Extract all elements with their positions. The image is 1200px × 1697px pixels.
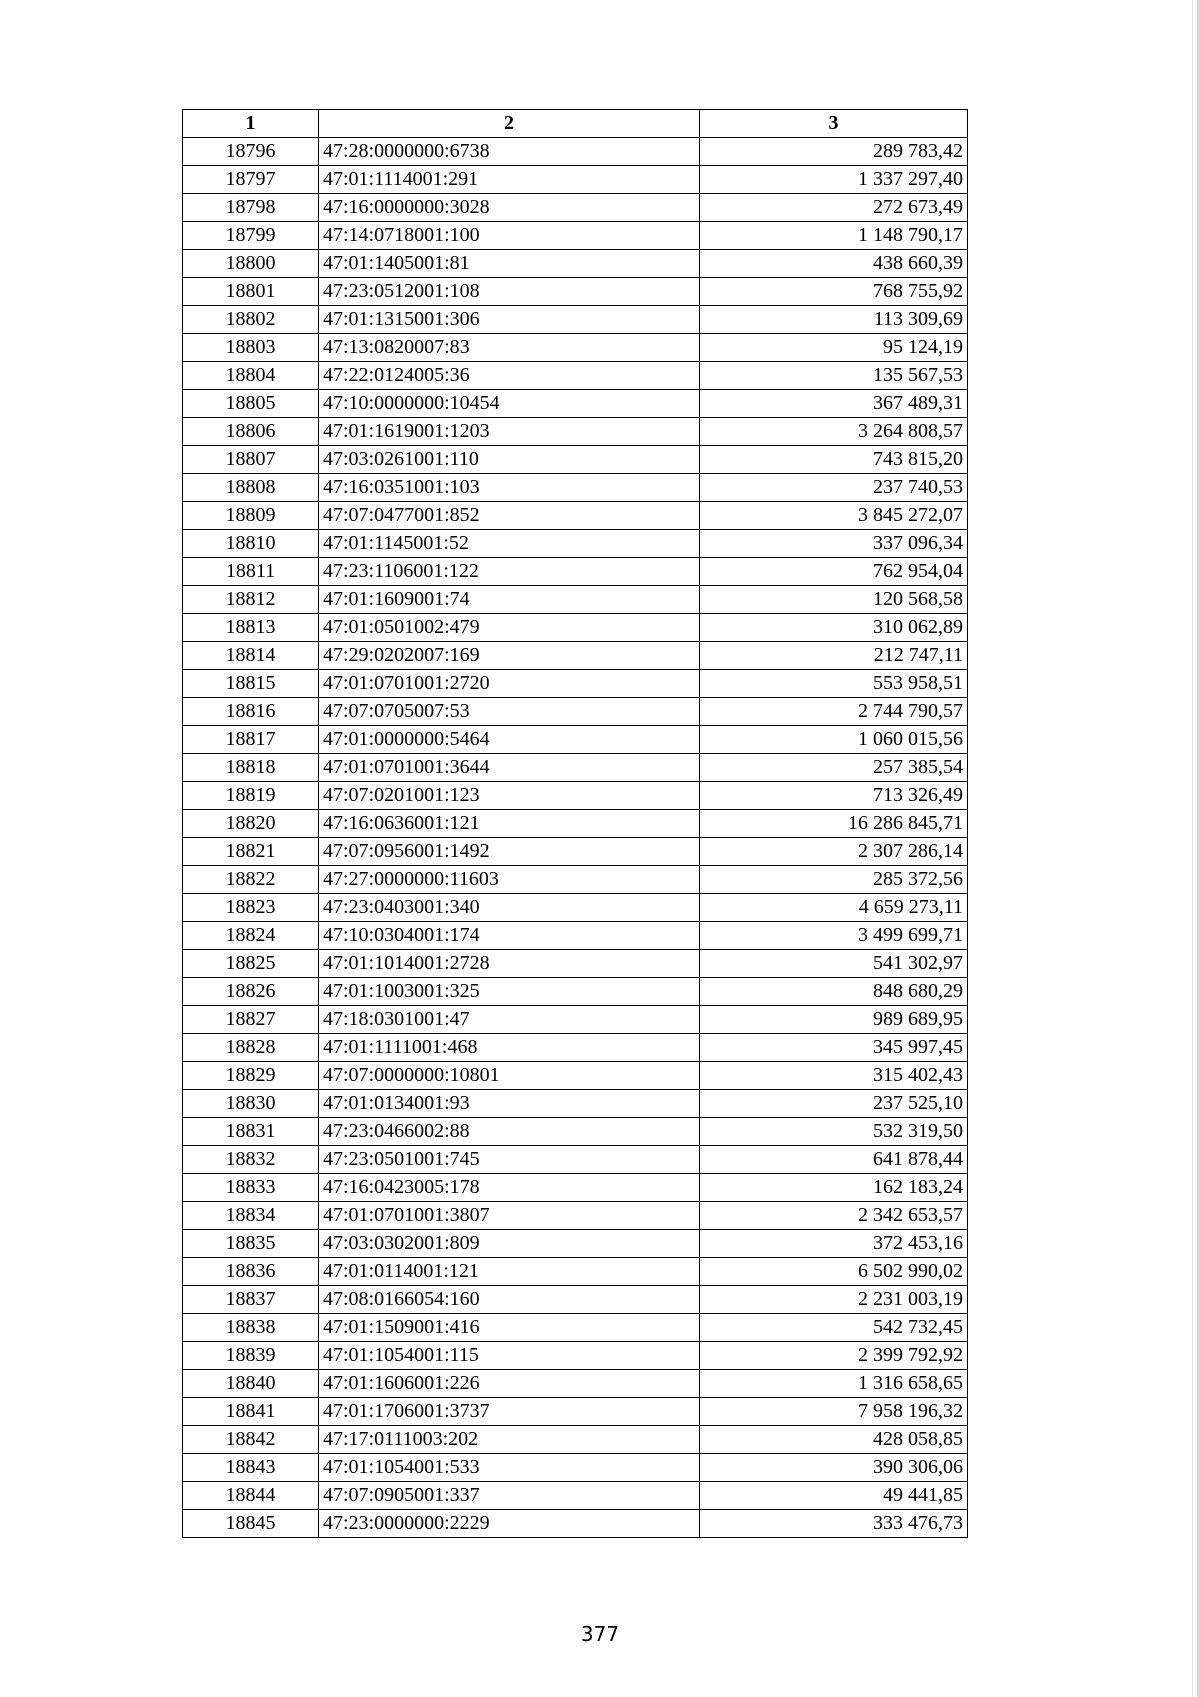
table-cell: 47:22:0124005:36 [319,362,700,390]
table-cell: 47:01:0701001:3807 [319,1202,700,1230]
table-row [183,502,968,530]
table-cell: 47:01:0701001:3644 [319,754,700,782]
table-header-row [183,110,968,138]
table-cell: 428 058,85 [700,1426,968,1454]
table-cell: 18830 [183,1090,319,1118]
table-row [183,1342,968,1370]
table-cell: 2 231 003,19 [700,1286,968,1314]
table-cell: 47:01:1509001:416 [319,1314,700,1342]
table-row [183,866,968,894]
table-row [183,1426,968,1454]
table-row [183,1062,968,1090]
table-cell: 18823 [183,894,319,922]
table-row [183,334,968,362]
table-cell: 1 060 015,56 [700,726,968,754]
table-cell: 47:01:1315001:306 [319,306,700,334]
table-cell: 47:03:0302001:809 [319,1230,700,1258]
table-row [183,1090,968,1118]
table-cell: 289 783,42 [700,138,968,166]
table-cell: 47:14:0718001:100 [319,222,700,250]
table-cell: 18839 [183,1342,319,1370]
table-cell: 47:07:0477001:852 [319,502,700,530]
table-row [183,474,968,502]
table-cell: 18832 [183,1146,319,1174]
table-cell: 47:01:1054001:115 [319,1342,700,1370]
table-cell: 47:01:1619001:1203 [319,418,700,446]
table-cell: 367 489,31 [700,390,968,418]
table-cell: 47:07:0956001:1492 [319,838,700,866]
table-row [183,250,968,278]
table-cell: 18803 [183,334,319,362]
table-cell: 47:17:0111003:202 [319,1426,700,1454]
table-cell: 6 502 990,02 [700,1258,968,1286]
table-cell: 18810 [183,530,319,558]
table-cell: 18831 [183,1118,319,1146]
table-cell: 47:01:1609001:74 [319,586,700,614]
table-cell: 47:16:0423005:178 [319,1174,700,1202]
table-cell: 47:07:0705007:53 [319,698,700,726]
table-cell: 47:01:1405001:81 [319,250,700,278]
table-cell: 18807 [183,446,319,474]
table-cell: 47:01:0000000:5464 [319,726,700,754]
table-cell: 18814 [183,642,319,670]
table-cell: 18801 [183,278,319,306]
table-cell: 3 264 808,57 [700,418,968,446]
table-cell: 989 689,95 [700,1006,968,1034]
table-row [183,1370,968,1398]
table-cell: 47:27:0000000:11603 [319,866,700,894]
table-cell: 47:23:0512001:108 [319,278,700,306]
table-cell: 47:01:1114001:291 [319,166,700,194]
table-cell: 285 372,56 [700,866,968,894]
column-header: 3 [700,110,968,138]
table-cell: 47:01:1606001:226 [319,1370,700,1398]
table-cell: 18821 [183,838,319,866]
table-row [183,558,968,586]
table-cell: 47:01:1054001:533 [319,1454,700,1482]
table-cell: 18842 [183,1426,319,1454]
table-row [183,586,968,614]
table-row [183,1230,968,1258]
table-row [183,306,968,334]
table-cell: 4 659 273,11 [700,894,968,922]
table-cell: 18829 [183,1062,319,1090]
table-row [183,390,968,418]
table-row [183,1202,968,1230]
table-cell: 47:01:0701001:2720 [319,670,700,698]
table-cell: 18833 [183,1174,319,1202]
table-cell: 18818 [183,754,319,782]
table-cell: 18843 [183,1454,319,1482]
table-cell: 18827 [183,1006,319,1034]
table-cell: 762 954,04 [700,558,968,586]
table-cell: 310 062,89 [700,614,968,642]
table-cell: 18836 [183,1258,319,1286]
table-row [183,698,968,726]
table-row [183,1258,968,1286]
table-cell: 47:01:0114001:121 [319,1258,700,1286]
table-row [183,978,968,1006]
table-cell: 47:01:0134001:93 [319,1090,700,1118]
table-cell: 3 845 272,07 [700,502,968,530]
table-cell: 47:01:0501002:479 [319,614,700,642]
table-cell: 18844 [183,1482,319,1510]
table-row [183,194,968,222]
table-cell: 47:23:1106001:122 [319,558,700,586]
table-cell: 47:08:0166054:160 [319,1286,700,1314]
table-cell: 47:23:0466002:88 [319,1118,700,1146]
table-cell: 18819 [183,782,319,810]
table-cell: 532 319,50 [700,1118,968,1146]
table-cell: 162 183,24 [700,1174,968,1202]
table-row [183,1006,968,1034]
table-cell: 18840 [183,1370,319,1398]
table-cell: 212 747,11 [700,642,968,670]
table-cell: 553 958,51 [700,670,968,698]
table-row [183,138,968,166]
table-row [183,754,968,782]
table-cell: 113 309,69 [700,306,968,334]
table-cell: 372 453,16 [700,1230,968,1258]
table-row [183,530,968,558]
table-row [183,782,968,810]
column-header: 1 [183,110,319,138]
table-cell: 18811 [183,558,319,586]
table-cell: 272 673,49 [700,194,968,222]
page-number: 377 [580,1622,620,1646]
table-row [183,362,968,390]
table-cell: 713 326,49 [700,782,968,810]
table-row [183,1454,968,1482]
table-cell: 49 441,85 [700,1482,968,1510]
table-cell: 18824 [183,922,319,950]
table-cell: 333 476,73 [700,1510,968,1538]
table-row [183,1482,968,1510]
table-cell: 16 286 845,71 [700,810,968,838]
table-cell: 2 307 286,14 [700,838,968,866]
table-row [183,1398,968,1426]
table-cell: 2 399 792,92 [700,1342,968,1370]
table-cell: 18797 [183,166,319,194]
table-cell: 47:16:0636001:121 [319,810,700,838]
table-row [183,1510,968,1538]
table-cell: 237 740,53 [700,474,968,502]
table-cell: 541 302,97 [700,950,968,978]
table-cell: 47:23:0501001:745 [319,1146,700,1174]
table-cell: 18841 [183,1398,319,1426]
table-row [183,670,968,698]
table-cell: 47:03:0261001:110 [319,446,700,474]
table-cell: 95 124,19 [700,334,968,362]
table-cell: 18837 [183,1286,319,1314]
table-cell: 768 755,92 [700,278,968,306]
table-cell: 47:16:0351001:103 [319,474,700,502]
table-cell: 18799 [183,222,319,250]
table-cell: 18800 [183,250,319,278]
table-cell: 120 568,58 [700,586,968,614]
table-cell: 18845 [183,1510,319,1538]
table-cell: 18805 [183,390,319,418]
table-cell: 18809 [183,502,319,530]
table-cell: 47:07:0201001:123 [319,782,700,810]
table-row [183,726,968,754]
table-cell: 18813 [183,614,319,642]
table-cell: 18820 [183,810,319,838]
table-cell: 18812 [183,586,319,614]
table-row [183,166,968,194]
table-cell: 47:10:0000000:10454 [319,390,700,418]
column-header: 2 [319,110,700,138]
table-cell: 390 306,06 [700,1454,968,1482]
table-cell: 7 958 196,32 [700,1398,968,1426]
table-cell: 47:18:0301001:47 [319,1006,700,1034]
table-body [183,138,968,1538]
table-row [183,838,968,866]
table-cell: 135 567,53 [700,362,968,390]
table-cell: 18828 [183,1034,319,1062]
table-row [183,222,968,250]
table-cell: 18838 [183,1314,319,1342]
data-table [182,109,968,1538]
table-cell: 47:28:0000000:6738 [319,138,700,166]
table-cell: 47:01:1014001:2728 [319,950,700,978]
table-cell: 18808 [183,474,319,502]
table-cell: 47:23:0000000:2229 [319,1510,700,1538]
table-cell: 47:01:1145001:52 [319,530,700,558]
table-cell: 542 732,45 [700,1314,968,1342]
table-cell: 47:13:0820007:83 [319,334,700,362]
table-row [183,418,968,446]
table-cell: 18816 [183,698,319,726]
table-cell: 337 096,34 [700,530,968,558]
table-row [183,1118,968,1146]
table-cell: 18825 [183,950,319,978]
table-cell: 2 744 790,57 [700,698,968,726]
table-cell: 3 499 699,71 [700,922,968,950]
table-cell: 18804 [183,362,319,390]
table-cell: 1 148 790,17 [700,222,968,250]
table-cell: 47:07:0905001:337 [319,1482,700,1510]
table-cell: 47:01:1003001:325 [319,978,700,1006]
table-cell: 18796 [183,138,319,166]
table-row [183,1146,968,1174]
table-cell: 47:07:0000000:10801 [319,1062,700,1090]
table-row [183,1034,968,1062]
table-cell: 47:29:0202007:169 [319,642,700,670]
table-row [183,810,968,838]
table-cell: 848 680,29 [700,978,968,1006]
table-cell: 743 815,20 [700,446,968,474]
table-cell: 18822 [183,866,319,894]
table-cell: 18834 [183,1202,319,1230]
table-cell: 1 316 658,65 [700,1370,968,1398]
table-cell: 641 878,44 [700,1146,968,1174]
table-cell: 237 525,10 [700,1090,968,1118]
table-cell: 2 342 653,57 [700,1202,968,1230]
table-cell: 18815 [183,670,319,698]
table-cell: 47:16:0000000:3028 [319,194,700,222]
table-cell: 47:10:0304001:174 [319,922,700,950]
table-cell: 18798 [183,194,319,222]
table-cell: 47:01:1706001:3737 [319,1398,700,1426]
table-cell: 18835 [183,1230,319,1258]
table-row [183,922,968,950]
table-cell: 47:01:1111001:468 [319,1034,700,1062]
table-row [183,1286,968,1314]
table-cell: 1 337 297,40 [700,166,968,194]
table-row [183,1314,968,1342]
table-cell: 438 660,39 [700,250,968,278]
table-row [183,614,968,642]
table-cell: 315 402,43 [700,1062,968,1090]
table-row [183,894,968,922]
table-row [183,1174,968,1202]
table-cell: 18806 [183,418,319,446]
table-row [183,950,968,978]
page-edge-line [1192,0,1193,1697]
table-cell: 257 385,54 [700,754,968,782]
table-cell: 345 997,45 [700,1034,968,1062]
table-row [183,446,968,474]
table-cell: 18802 [183,306,319,334]
table-row [183,278,968,306]
table-cell: 18817 [183,726,319,754]
table-row [183,642,968,670]
table-cell: 47:23:0403001:340 [319,894,700,922]
table-cell: 18826 [183,978,319,1006]
